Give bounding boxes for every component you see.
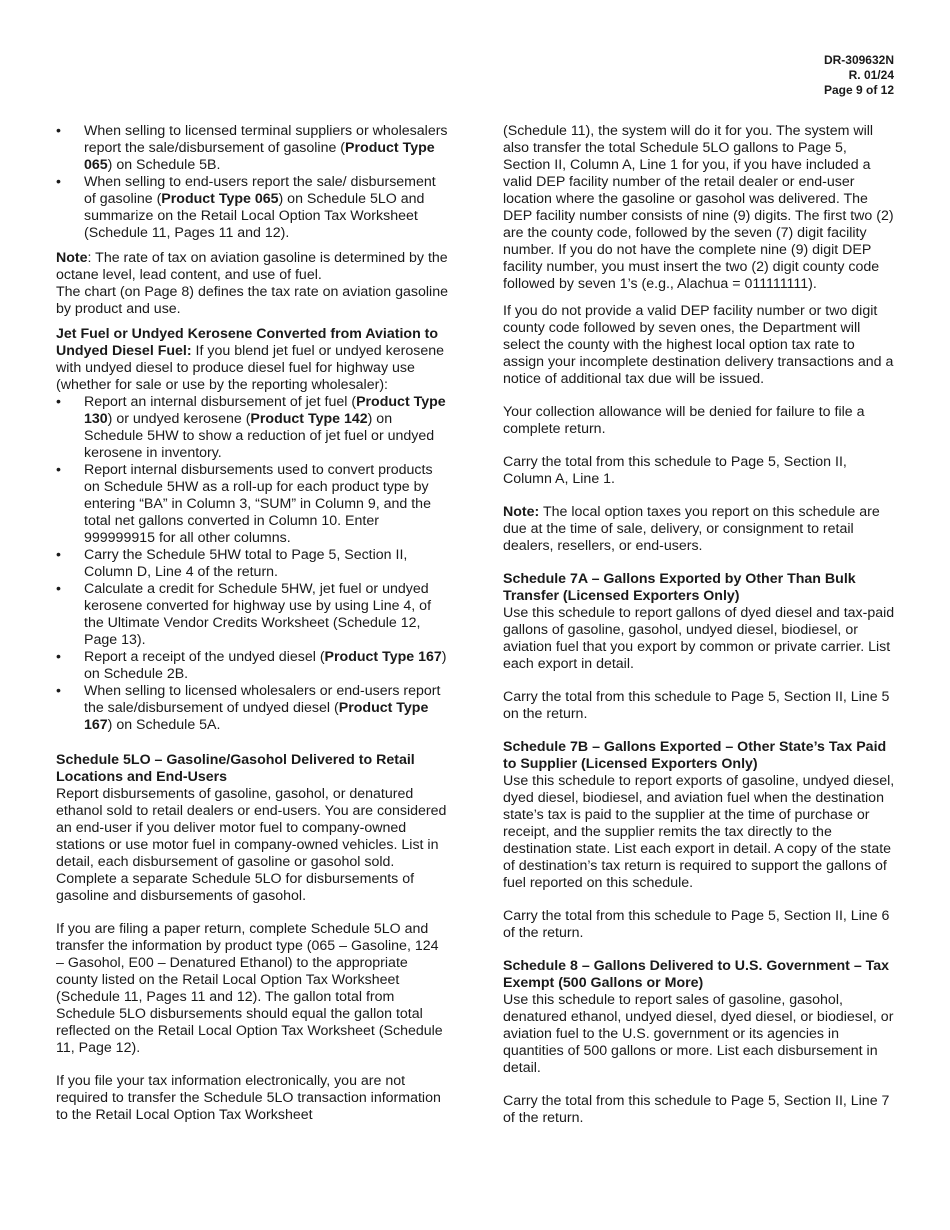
schedule-8-text: Use this schedule to report sales of gasoline, gasohol, denatured ethanol, undyed diesel, dyed diesel, or biodiesel, or aviation fuel to the U.S. government or its agencies in quantities of 500 gallons or more. List each disbursement in detail.: [503, 992, 894, 1076]
list-item: • Report internal disbursements used to convert products on Schedule 5HW as a roll-up for each product type by entering “BA” in Column 3, “SUM” in Column 9, and the total net gallons converted in Column 10. Enter 999999915 for all other columns.: [56, 462, 449, 547]
list-item: • When selling to licensed wholesalers or end-users report the sale/disbursement of undyed diesel (Product Type 167) on Schedule 5A.: [56, 683, 449, 734]
collection-allowance-text: Your collection allowance will be denied for failure to file a complete return.: [503, 404, 865, 437]
gasoline-bullet-list: [56, 123, 449, 242]
carry-total-5lo: Carry the total from this schedule to Page 5, Section II, Column A, Line 1.: [503, 454, 847, 487]
schedule-7a-text: Use this schedule to report gallons of dyed diesel and tax-paid gallons of gasoline, gasohol, undyed diesel, biodiesel, or aviation fuel that you export by common or private carrier. List each export in detail.: [503, 605, 895, 672]
jet-fuel-bullet-list: [56, 394, 449, 734]
paper-return-text: If you are filing a paper return, complete Schedule 5LO and transfer the information by product type (065 – Gasoline, 124 – Gasohol, E00 – Denatured Ethanol) to the appropriate county listed on the Retail Local Option Tax Worksheet (Schedule 11, Pages 11 and 12). The gallon total from Schedule 5LO disbursements should equal the gallon total reflected on the Retail Local Option Tax Worksheet (Schedule 11, Page 12).: [56, 921, 443, 1056]
form-number: DR-309632N: [823, 53, 894, 67]
list-item: • Report an internal disbursement of jet fuel (Product Type 130) or undyed kerosene (Product Type 142) on Schedule 5HW to show a reduction of jet fuel or undyed kerosene in inventory.: [56, 394, 449, 462]
local-option-note: Note: The local option taxes you report on this schedule are due at the time of sale, delivery, or consignment to retail dealers, resellers, or end-users.: [503, 504, 880, 554]
schedule-7b-heading: Schedule 7B – Gallons Exported – Other State’s Tax Paid to Supplier (Licensed Exporters Only): [503, 739, 887, 772]
dep-facility-text: (Schedule 11), the system will do it for you. The system will also transfer the total Schedule 5LO gallons to Page 5, Section II, Column A, Line 1 for you, if you have included a valid DEP facility number of the retail dealer or end-user location where the gasoline or gasohol was delivered. The DEP facility number consists of nine (9) digits. The first two (2) are the county code, followed by the seven (7) digit facility number. If you do not have the complete nine (9) digit DEP facility number, you must insert the two (2) digit county code followed by seven 1’s (e.g., Alachua = 011111111).: [503, 123, 894, 292]
schedule-8-heading: Schedule 8 – Gallons Delivered to U.S. Government – Tax Exempt (500 Gallons or More): [503, 958, 890, 991]
list-item: • Report a receipt of the undyed diesel (Product Type 167) on Schedule 2B.: [56, 649, 449, 683]
schedule-5lo-text: Report disbursements of gasoline, gasohol, or denatured ethanol sold to retail dealers or end-users. You are considered an end-user if you deliver motor fuel to company-owned stations or use motor fuel in company-owned vehicles. List in detail, each disbursement of gasoline or gasohol sold. Complete a separate Schedule 5LO for disbursements of gasoline and disbursements of gasohol.: [56, 786, 447, 904]
carry-total-7b: Carry the total from this schedule to Page 5, Section II, Line 6 of the return.: [503, 908, 890, 941]
jet-fuel-heading: Jet Fuel or Undyed Kerosene Converted from Aviation to Undyed Diesel Fuel:: [56, 326, 439, 359]
list-item: • When selling to licensed terminal suppliers or wholesalers report the sale/disbursement of gasoline (Product Type 065) on Schedule 5B.: [56, 123, 449, 174]
schedule-7b-text: Use this schedule to report exports of gasoline, undyed diesel, dyed diesel, biodiesel, and aviation fuel when the destination state’s tax is paid to the supplier at the time of purchase or receipt, and the supplier remits the tax directly to the destination state. List each export in detail. A copy of the state of destination’s tax return is required to support the gallons of fuel reported on this schedule.: [503, 773, 895, 891]
electronic-filing-text: If you file your tax information electronically, you are not required to transfer the Schedule 5LO transaction information to the Retail Local Option Tax Worksheet: [56, 1073, 441, 1123]
form-header: [824, 53, 894, 98]
form-revision: R. 01/24: [848, 68, 894, 82]
list-item: • When selling to end-users report the sale/ disbursement of gasoline (Product Type 065) on Schedule 5LO and summarize on the Retail Local Option Tax Worksheet (Schedule 11, Pages 11 and 12).: [56, 174, 449, 242]
aviation-note: Note: The rate of tax on aviation gasoline is determined by the octane level, lead content, and use of fuel.: [56, 250, 448, 283]
carry-total-7a: Carry the total from this schedule to Page 5, Section II, Line 5 on the return.: [503, 689, 890, 722]
no-dep-text: If you do not provide a valid DEP facility number or two digit county code followed by seven ones, the Department will select the county with the highest local option tax rate to assign your incomplete destination delivery transactions and a notice of additional tax due will be issued.: [503, 303, 894, 387]
jet-fuel-paragraph: Jet Fuel or Undyed Kerosene Converted from Aviation to Undyed Diesel Fuel: If you blend jet fuel or undyed kerosene with undyed diesel to produce diesel fuel for highway use (whether for sale or use by the reporting wholesaler):: [56, 326, 444, 393]
right-column: [503, 123, 895, 1135]
list-item: • Carry the Schedule 5HW total to Page 5, Section II, Column D, Line 4 of the return.: [56, 547, 449, 581]
aviation-note-chart: The chart (on Page 8) defines the tax rate on aviation gasoline by product and use.: [56, 284, 448, 317]
list-item: • Calculate a credit for Schedule 5HW, jet fuel or undyed kerosene converted for highway use by using Line 4, of the Ultimate Vendor Credits Worksheet (Schedule 12, Page 13).: [56, 581, 449, 649]
left-column: [56, 123, 449, 1132]
page-number: Page 9 of 12: [823, 83, 894, 97]
schedule-7a-heading: Schedule 7A – Gallons Exported by Other Than Bulk Transfer (Licensed Exporters Only): [503, 571, 856, 604]
schedule-5lo-heading: Schedule 5LO – Gasoline/Gasohol Delivered to Retail Locations and End-Users: [56, 752, 415, 785]
carry-total-8: Carry the total from this schedule to Page 5, Section II, Line 7 of the return.: [503, 1093, 890, 1126]
